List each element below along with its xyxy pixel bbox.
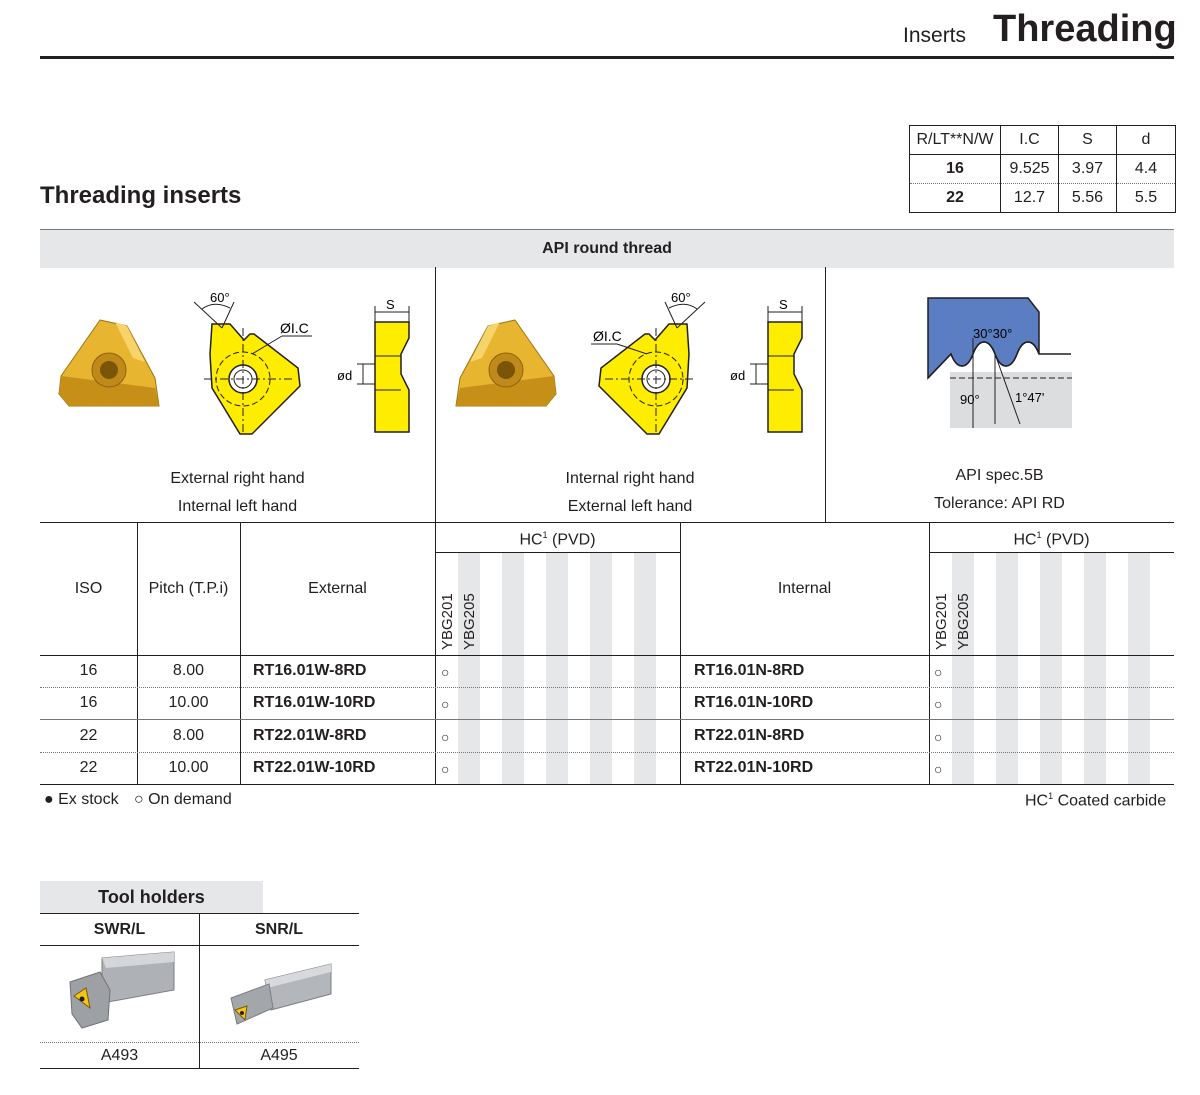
- hc-header-rule: [929, 552, 1174, 553]
- col-external-header: External: [308, 580, 367, 597]
- hc-pvd-header-right: $HC^1$ (PVD): [1013, 530, 1090, 549]
- ic-label: ØI.C: [280, 320, 309, 336]
- dim-cell: 4.4: [1117, 155, 1176, 184]
- dim-header: d: [1117, 126, 1176, 155]
- row-divider: [40, 752, 1174, 753]
- tool-holders-bottom-rule: [40, 1068, 359, 1069]
- d-label: ød: [337, 368, 353, 383]
- legend-on-demand: ○ On demand: [134, 791, 232, 808]
- page-title: Threading: [993, 8, 1177, 50]
- cell-iso: 16: [79, 694, 98, 711]
- tool-holders-rule: [40, 945, 359, 946]
- external-insert-side-view: [335, 298, 425, 443]
- cell-external-code: RT22.01W-8RD: [253, 727, 367, 744]
- cell-ext-availability: ○: [441, 761, 450, 777]
- external-caption-1: External right hand: [170, 470, 305, 487]
- col-iso-header: ISO: [74, 580, 103, 597]
- legend-ex-stock: ● Ex stock: [44, 791, 119, 808]
- cell-ext-availability: ○: [441, 729, 450, 745]
- external-caption-2: Internal left hand: [177, 498, 298, 515]
- cell-pitch: 8.00: [172, 727, 205, 744]
- tool-holder-ref[interactable]: A493: [100, 1047, 139, 1064]
- internal-insert-photo: [450, 318, 560, 415]
- dim-cell: 22: [946, 189, 964, 206]
- cell-int-availability: ○: [934, 664, 943, 680]
- cell-int-availability: ○: [934, 729, 943, 745]
- tool-holder-name: SNR/L: [255, 921, 303, 938]
- hc-header-rule: [435, 552, 680, 553]
- ic-label: ØI.C: [593, 328, 622, 344]
- cell-iso: 22: [79, 727, 98, 744]
- internal-insert-drawing: [585, 288, 715, 443]
- internal-caption-2: External left hand: [567, 498, 693, 515]
- grade-stripe: [1128, 553, 1150, 785]
- cell-ext-availability: ○: [441, 696, 450, 712]
- table-header-rule: [40, 655, 1174, 656]
- cell-pitch: 8.00: [172, 662, 205, 679]
- tool-holder-ref[interactable]: A495: [260, 1047, 298, 1064]
- grade-stripe: [502, 553, 524, 785]
- cell-pitch: 10.00: [168, 759, 209, 776]
- external-insert-drawing: [190, 288, 320, 443]
- api-caption-1: API spec.5B: [955, 467, 1044, 484]
- external-insert-photo: [55, 318, 165, 415]
- dim-cell: 16: [910, 155, 1001, 184]
- header-rule: [40, 56, 1174, 59]
- table-top-rule: [40, 522, 1174, 523]
- cell-external-code: RT22.01W-10RD: [253, 759, 376, 776]
- api-round-thread-band: API round thread: [40, 229, 1174, 268]
- dim-cell: 5.56: [1059, 184, 1117, 213]
- table-col-divider: [137, 522, 138, 785]
- swr-holder-image: [62, 950, 177, 1037]
- cell-int-availability: ○: [934, 696, 943, 712]
- api-thread-profile-drawing: [925, 298, 1075, 435]
- angle-label: 60°: [210, 290, 230, 305]
- table-col-divider: [929, 522, 930, 785]
- header-category: Inserts: [903, 24, 967, 47]
- cell-pitch: 10.00: [168, 694, 209, 711]
- s-label: S: [779, 297, 788, 312]
- api-caption-2: Tolerance: API RD: [934, 495, 1065, 512]
- dim-header: R/LT**N/W: [910, 126, 1001, 155]
- internal-caption-1: Internal right hand: [565, 470, 695, 487]
- s-label: S: [386, 297, 395, 312]
- grade-stripe: [996, 553, 1018, 785]
- cell-internal-code: RT22.01N-8RD: [694, 727, 805, 744]
- table-bottom-rule: [40, 784, 1174, 785]
- section-title: Threading inserts: [40, 182, 242, 209]
- hc-pvd-header-left: $HC^1$ (PVD): [519, 530, 596, 549]
- d-label: ød: [730, 368, 746, 383]
- grade-stripe: [1040, 553, 1062, 785]
- dim-cell: 3.97: [1059, 155, 1117, 184]
- dim-cell: 5.5: [1117, 184, 1176, 213]
- snr-holder-image: [225, 962, 337, 1037]
- profile-angle-label: 30°30°: [973, 326, 1013, 341]
- cell-external-code: RT16.01W-10RD: [253, 694, 376, 711]
- table-col-divider: [435, 522, 436, 785]
- table-col-divider: [240, 522, 241, 785]
- cell-int-availability: ○: [934, 761, 943, 777]
- cell-external-code: RT16.01W-8RD: [253, 662, 367, 679]
- profile-90-label: 90°: [960, 392, 980, 407]
- dim-cell: 12.7: [1001, 184, 1059, 213]
- row-divider: [40, 687, 1174, 688]
- cell-internal-code: RT16.01N-10RD: [694, 694, 814, 711]
- internal-insert-side-view: [728, 298, 818, 443]
- col-internal-header: Internal: [777, 580, 832, 597]
- legend-coated-carbide: $HC^1$ Coated carbide: [1025, 791, 1167, 810]
- tool-holders-title: Tool holders: [40, 881, 263, 913]
- angle-label: 60°: [671, 290, 691, 305]
- grade-stripe: [458, 553, 480, 785]
- col-pitch-header: Pitch (T.P.i): [148, 580, 229, 597]
- grade-ybg205: YBG205: [461, 593, 478, 650]
- dim-header: S: [1059, 126, 1117, 155]
- grade-stripe: [634, 553, 656, 785]
- grade-stripe: [590, 553, 612, 785]
- dim-cell: 9.525: [1001, 155, 1059, 184]
- table-col-divider: [680, 522, 681, 785]
- cell-iso: 22: [79, 759, 98, 776]
- grade-stripe: [952, 553, 974, 785]
- dim-header: I.C: [1001, 126, 1059, 155]
- grade-ybg201: YBG201: [933, 593, 950, 650]
- tool-holder-name: SWR/L: [93, 921, 146, 938]
- tool-holders-dotted-rule: [40, 1042, 359, 1043]
- grade-ybg201: YBG201: [439, 593, 456, 650]
- grade-stripe: [546, 553, 568, 785]
- grade-stripe: [1084, 553, 1106, 785]
- cell-internal-code: RT16.01N-8RD: [694, 662, 805, 679]
- cell-ext-availability: ○: [441, 664, 450, 680]
- profile-147-label: 1°47': [1015, 390, 1045, 405]
- dimension-table: [909, 125, 1176, 213]
- grade-ybg205: YBG205: [955, 593, 972, 650]
- row-divider: [40, 719, 1174, 720]
- cell-internal-code: RT22.01N-10RD: [694, 759, 814, 776]
- cell-iso: 16: [79, 662, 98, 679]
